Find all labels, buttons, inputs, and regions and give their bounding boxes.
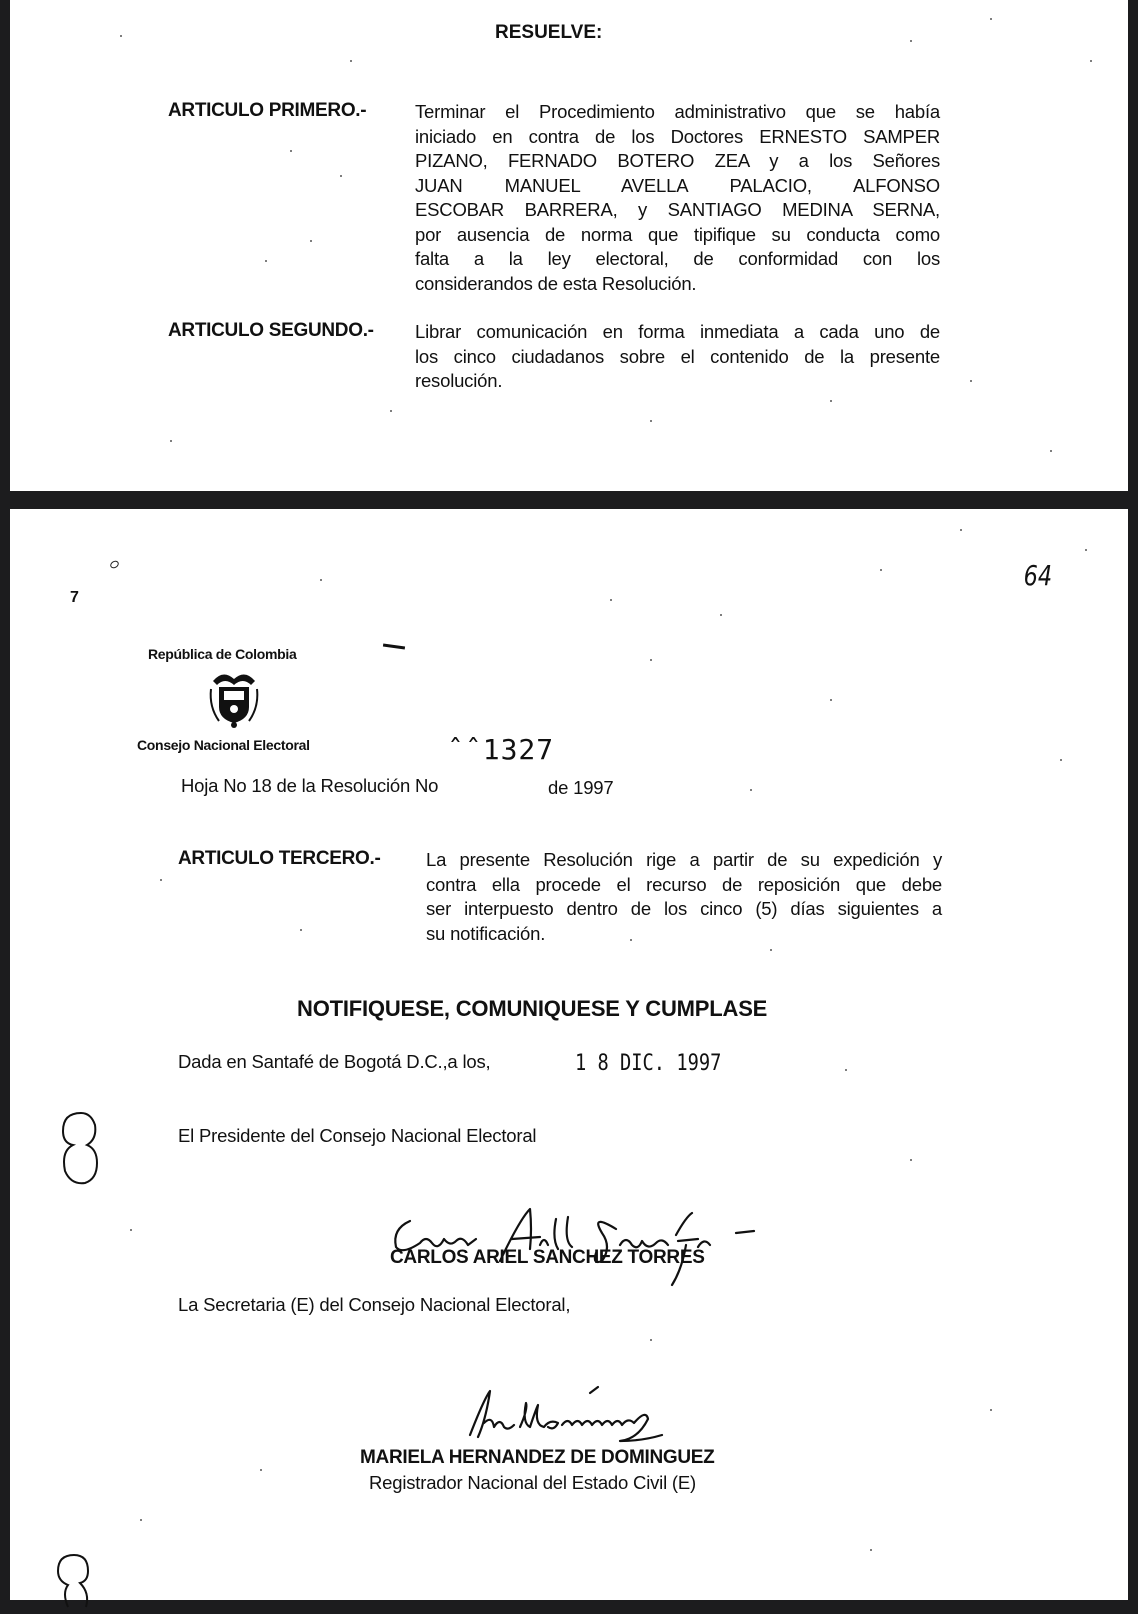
- given-at-text: Dada en Santafé de Bogotá D.C.,a los,: [178, 1051, 491, 1072]
- handwritten-page-number: 64: [1023, 559, 1053, 592]
- secretary-signature: [450, 1379, 750, 1449]
- signatory-secretary-name: MARIELA HERNANDEZ DE DOMINGUEZ: [360, 1447, 715, 1468]
- article-primero-label: ARTICULO PRIMERO.-: [168, 100, 367, 121]
- document-page-bottom: [10, 509, 1128, 1600]
- margin-handwritten-eight-icon: [55, 1109, 105, 1189]
- article-line: los cinco ciudadanos sobre el contenido de la presente: [415, 345, 940, 367]
- article-tercero-label: ARTICULO TERCERO.-: [178, 848, 381, 869]
- letterhead-country: República de Colombia: [148, 646, 297, 662]
- signatory-president-name: CARLOS ARIEL SANCHEZ TORRES: [390, 1247, 705, 1268]
- signatory-secretary-title: La Secretaria (E) del Consejo Nacional Electoral,: [178, 1294, 571, 1315]
- article-line: ser interpuesto dentro de los cinco (5) días siguientes a: [426, 898, 942, 919]
- article-line: contra ella procede el recurso de reposición que debe: [426, 873, 942, 895]
- article-line: PIZANO, FERNADO BOTERO ZEA y a los Señores: [415, 150, 940, 171]
- closing-formula: NOTIFIQUESE, COMUNIQUESE Y CUMPLASE: [297, 996, 768, 1021]
- article-line: considerandos de esta Resolución.: [415, 272, 697, 294]
- article-segundo-body: [415, 320, 940, 394]
- resolution-number-stamp: ˆˆ1327: [447, 733, 555, 766]
- article-line: su notificación.: [426, 922, 546, 944]
- margin-handwritten-eight-icon: [50, 1549, 100, 1609]
- article-line: iniciado en contra de los Doctores ERNESTO SAMPER: [415, 125, 940, 147]
- article-line: ESCOBAR BARRERA, y SANTIAGO MEDINA SERNA,: [415, 199, 940, 220]
- sheet-line-suffix: de 1997: [548, 777, 614, 798]
- letterhead-institution: Consejo Nacional Electoral: [137, 737, 310, 753]
- dash-mark: [383, 643, 405, 649]
- coat-of-arms-icon: [205, 667, 263, 729]
- president-signature: [380, 1199, 800, 1289]
- article-line: por ausencia de norma que tipifique su conducta como: [415, 223, 940, 245]
- article-line: La presente Resolución rige a partir de su expedición y: [426, 849, 942, 870]
- article-line: Terminar el Procedimiento administrativo que se había: [415, 101, 940, 122]
- date-stamp: 1 8 DIC. 1997: [575, 1051, 722, 1076]
- article-segundo-label: ARTICULO SEGUNDO.-: [168, 320, 374, 341]
- section-heading-resuelve: RESUELVE:: [495, 22, 603, 43]
- handwritten-dot-icon: [109, 559, 120, 570]
- signatory-president-title: El Presidente del Consejo Nacional Electoral: [178, 1125, 537, 1146]
- sheet-line-prefix: Hoja No 18 de la Resolución No: [181, 775, 439, 796]
- document-page-top: [10, 0, 1128, 491]
- article-line: falta a la ley electoral, de conformidad con los: [415, 248, 940, 269]
- article-line: JUAN MANUEL AVELLA PALACIO, ALFONSO: [415, 174, 940, 196]
- signatory-secretary-role: Registrador Nacional del Estado Civil (E): [369, 1472, 696, 1493]
- article-line: Librar comunicación en forma inmediata a cada uno de: [415, 321, 940, 342]
- handwritten-mark: 7: [70, 589, 79, 606]
- article-primero-body: [415, 100, 940, 296]
- article-tercero-body: [426, 848, 942, 946]
- article-line: resolución.: [415, 370, 503, 391]
